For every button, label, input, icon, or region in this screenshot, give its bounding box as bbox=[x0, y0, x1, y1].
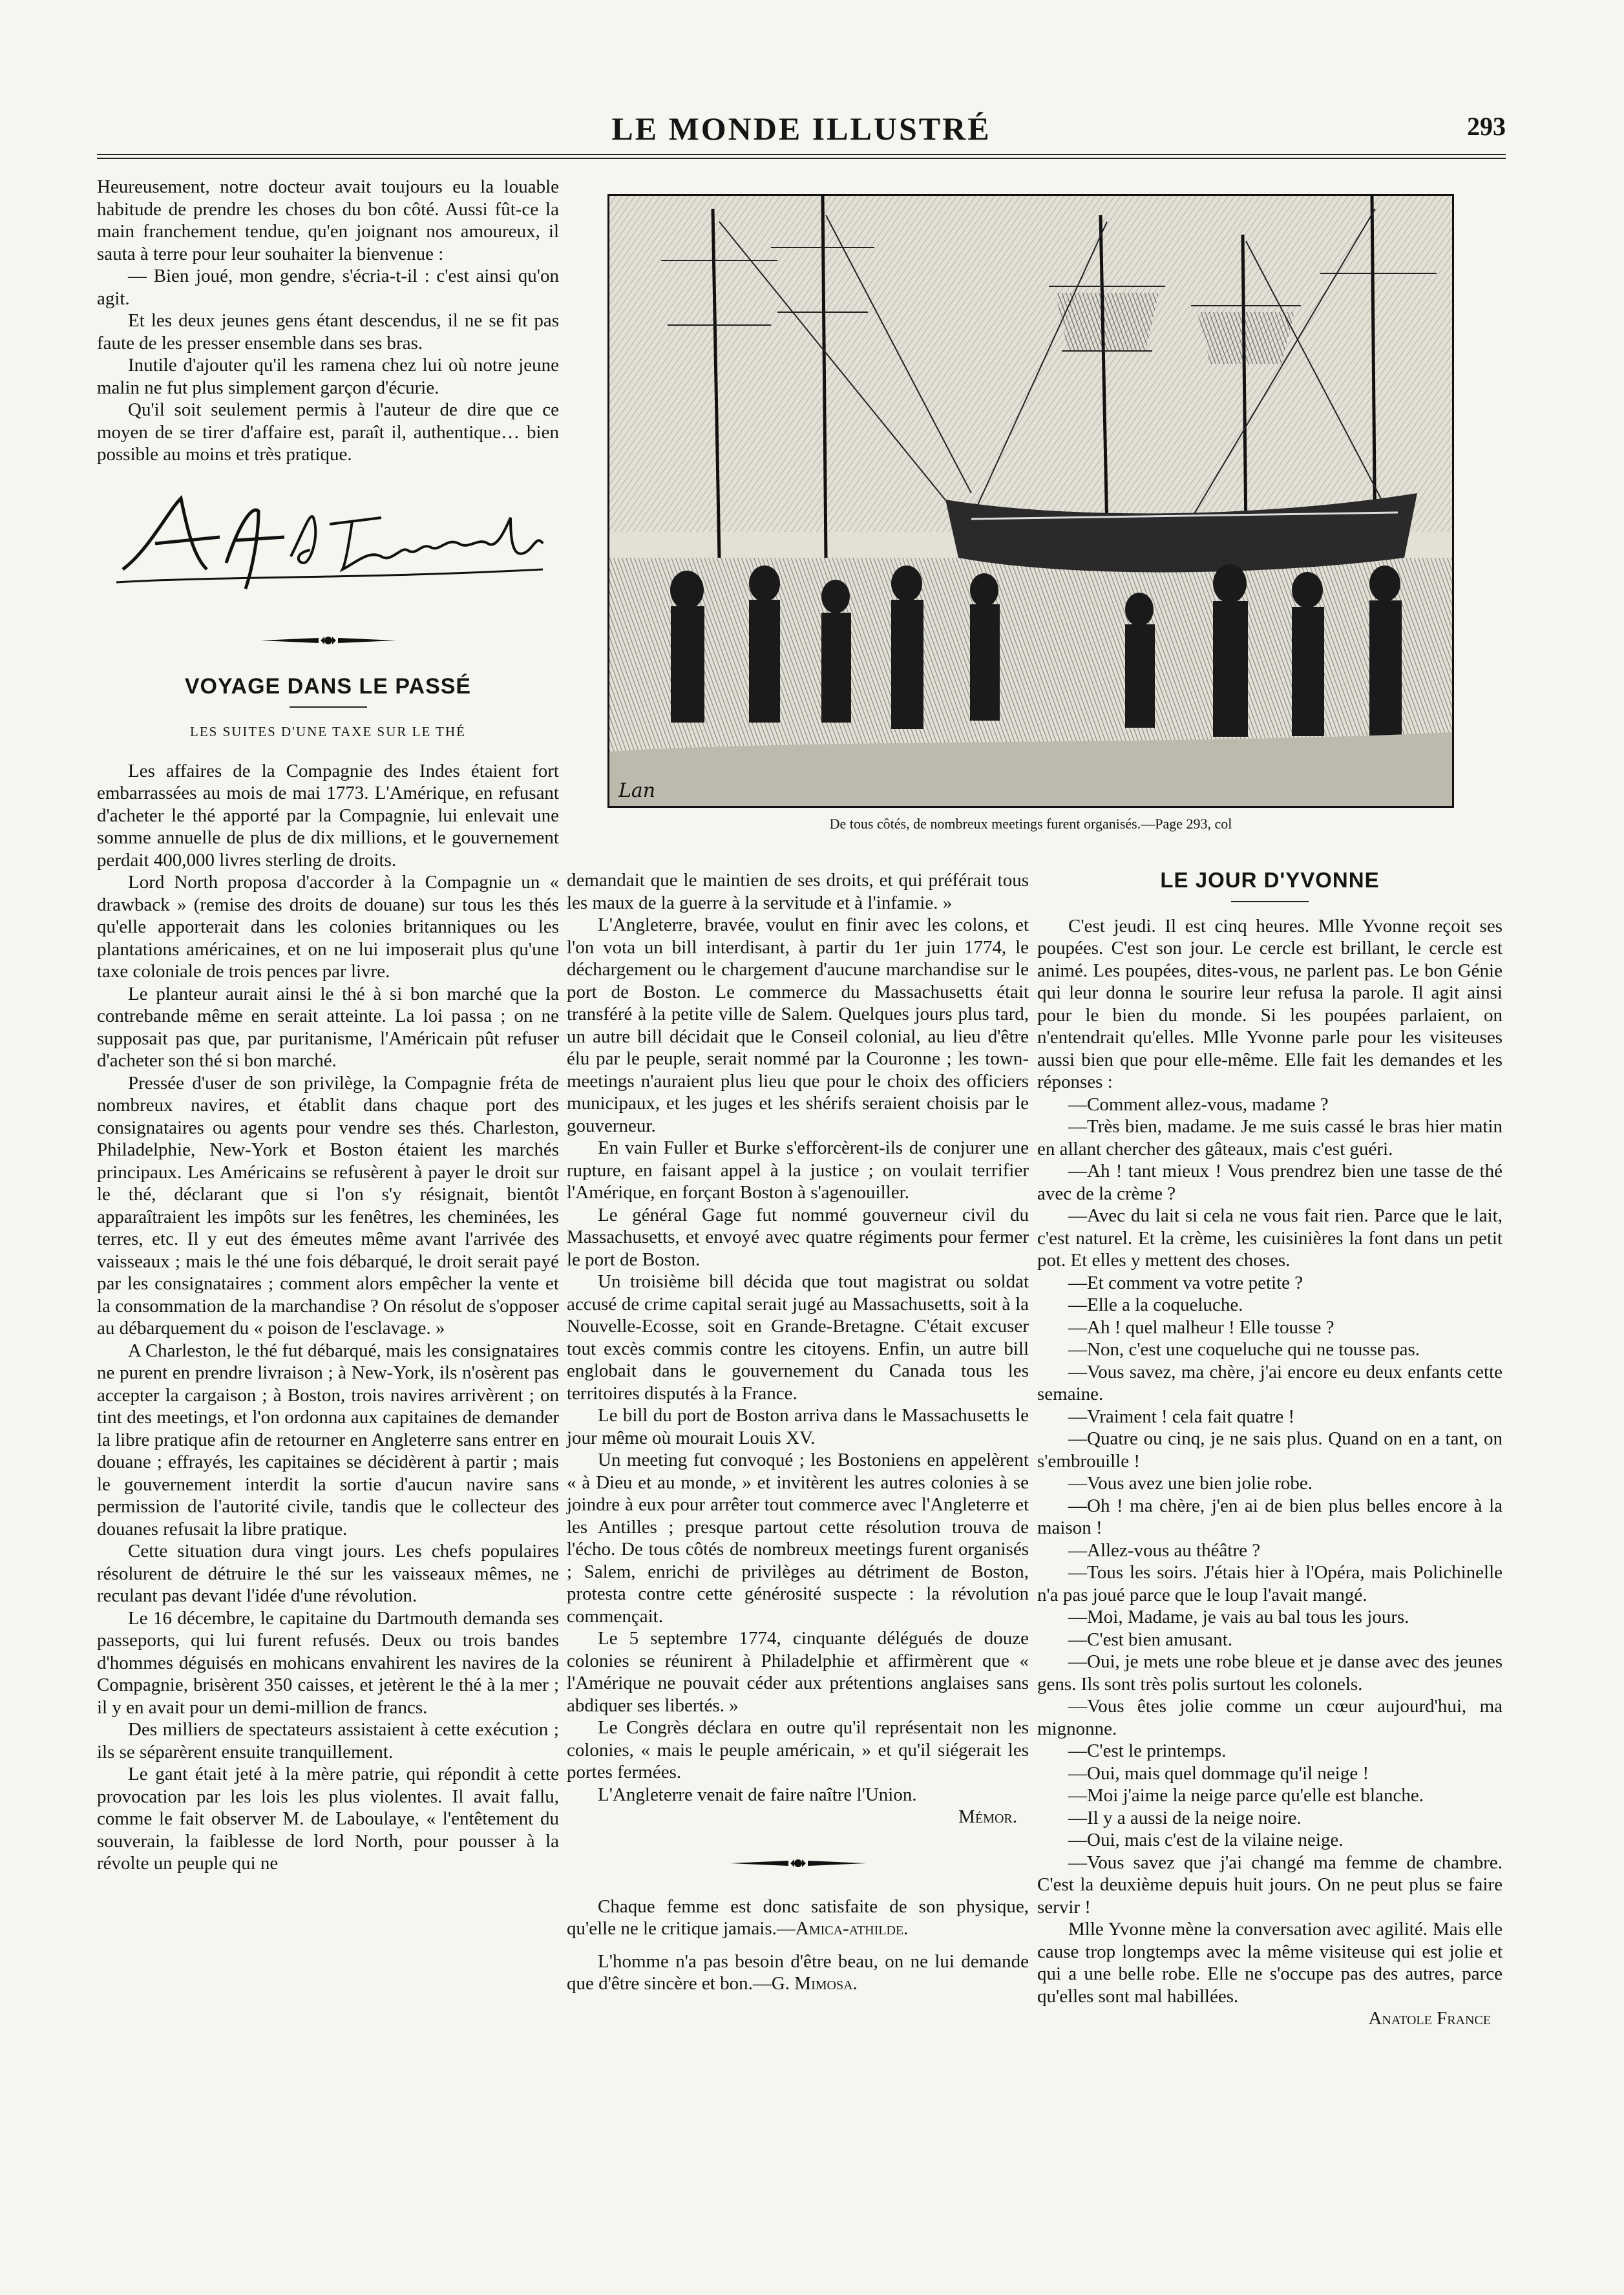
section-title: LE JOUR D'YVONNE bbox=[1160, 868, 1380, 892]
paragraph: Le général Gage fut nommé gouverneur civil du Massachusetts, et envoyé avec quatre régiments pour fermer le port de Boston. bbox=[567, 1204, 1029, 1270]
paragraph: Un troisième bill décida que tout magistrat ou soldat accusé de crime capital serait jugé au Massachusetts, soit à la Nouvelle-Ecosse, soit en Grande-Bretagne. C'était excuser tout excès commis contre les citoyens. Enfin, un autre bill englobait dans le gouvernement du Canada tous les territoires disputés à la France. bbox=[567, 1271, 1029, 1404]
dialogue-line: —Vous savez, ma chère, j'ai encore eu deux enfants cette semaine. bbox=[1037, 1361, 1503, 1404]
dialogue-line: —Oui, mais c'est de la vilaine neige. bbox=[1068, 1830, 1344, 1850]
masthead-rule-bottom bbox=[97, 158, 1506, 159]
paragraph: L'Angleterre venait de faire naître l'Union. bbox=[598, 1784, 917, 1805]
masthead bbox=[97, 110, 1506, 149]
dialogue-line: —Vous avez une bien jolie robe. bbox=[1068, 1473, 1313, 1494]
dialogue-line: —Vraiment ! cela fait quatre ! bbox=[1068, 1406, 1295, 1427]
paragraph: Pressée d'user de son privilège, la Compagnie fréta de nombreux navires, et établit dans chaque port des consignataires ou agents pour vendre ses thés. Charleston, Philadelphie, New-York et Boston étaient les marchés principaux. Les Américains se refusèrent à payer le droit sur le thé, déclarant que si l'on s'y résignait, bientôt apparaîtraient les impôts sur les fenêtres, les cheminées, les terres, etc. Il y eut des émeutes même avant l'arrivée des vaisseaux ; mais le thé une fois débarqué, le droit serait payé par les consignataires ; comment alors empêcher la vente et la consommation de la marchandise ? On résolut de s'opposer au débarquement du « poison de l'esclavage. » bbox=[97, 1072, 559, 1338]
dialogue-line: —Allez-vous au théâtre ? bbox=[1068, 1539, 1261, 1561]
paragraph: Mlle Yvonne mène la conversation avec agilité. Mais elle cause trop longtemps avec la même visiteuse qui est jolie et qui a une belle robe. Elle ne s'occupe pas des autres, parce qu'elles sont mal habillées. bbox=[1037, 1919, 1503, 2007]
paragraph: L'Angleterre, bravée, voulut en finir avec les colons, et l'on vota un bill interdisant, à partir du 1er juin 1774, le déchargement ou le chargement d'aucune marchandise sur le port de Boston. Le commerce du Massachusetts était transféré à la petite ville de Salem. Quelques jours plus tard, un autre bill décidait que le Conseil colonial, au lieu d'être élu par le peuple, serait nommé par la Couronne ; les town-meetings n'auraient plus lieu que pour le choix des officiers municipaux, et les juges et les shérifs seraient choisis par le gouverneur. bbox=[567, 915, 1029, 1136]
voyage-section bbox=[97, 675, 559, 1875]
section-ornament bbox=[257, 628, 399, 653]
dialogue-line: —C'est bien amusant. bbox=[1068, 1629, 1233, 1650]
dialogue-line: —Ah ! tant mieux ! Vous prendrez bien une tasse de thé avec de la crème ? bbox=[1037, 1161, 1503, 1204]
paragraph: C'est jeudi. Il est cinq heures. Mlle Yvonne reçoit ses poupées. C'est son jour. Le cercle est brillant, le cercle est animé. Les poupées, dites-vous, ne parlent pas. Le bon Génie qui leur donna le sourire leur refusa la parole. Il agit ainsi pour le bien du monde. Si les poupées parlaient, on n'entendrait qu'elles. Mlle Yvonne parle pour les visiteuses aussi bien que pour elle-même. Elle fait les demandes et les réponses : bbox=[1037, 915, 1503, 1092]
dialogue-line: —Oui, je mets une robe bleue et je danse avec des jeunes gens. Ils sont très polis surtout les colonels. bbox=[1037, 1651, 1503, 1695]
article-author: Mémor. bbox=[958, 1806, 1017, 1827]
paragraph: Le bill du port de Boston arriva dans le Massachusetts le jour même où mourait Louis XV. bbox=[567, 1405, 1029, 1448]
section-ornament bbox=[727, 1850, 869, 1876]
paragraph: En vain Fuller et Burke s'efforcèrent-ils de conjurer une rupture, en faisant appel à la justice ; on voulait terrifier l'Amérique, en forçant Boston à s'agenouiller. bbox=[567, 1137, 1029, 1203]
maxim-author: Amica-athilde. bbox=[795, 1918, 909, 1939]
dialogue-line: —Comment allez-vous, madame ? bbox=[1068, 1094, 1329, 1115]
column-right bbox=[1037, 869, 1503, 2030]
paragraph: Le Congrès déclara en outre qu'il représentait non les colonies, « mais le peuple américain, » et qu'il siégerait les portes fermées. bbox=[567, 1717, 1029, 1782]
maxim-quote: L'homme n'a pas besoin d'être beau, on ne lui demande que d'être sincère et bon. bbox=[567, 1951, 1029, 1994]
title-rule bbox=[290, 706, 367, 708]
dialogue-line: —Ah ! quel malheur ! Elle tousse ? bbox=[1068, 1317, 1334, 1338]
paragraph: — Bien joué, mon gendre, s'écria-t-il : c'est ainsi qu'on agit. bbox=[97, 266, 559, 309]
maxim-author: G. Mimosa. bbox=[771, 1973, 858, 1994]
paragraph: Heureusement, notre docteur avait toujours eu la louable habitude de prendre les choses du bon côté. Aussi fût-ce la main franchement tendue, qu'en joignant nos amoureux, il sauta à terre pour leur souhaiter la bienvenue : bbox=[97, 176, 559, 264]
dialogue-line: —Moi j'aime la neige parce qu'elle est blanche. bbox=[1068, 1785, 1424, 1806]
paragraph: Qu'il soit seulement permis à l'auteur de dire que ce moyen de se tirer d'affaire est, paraît il, authentique… bien possible au moins et très pratique. bbox=[97, 399, 559, 465]
dialogue-line: —Oui, mais quel dommage qu'il neige ! bbox=[1068, 1762, 1369, 1784]
paragraph: Le 5 septembre 1774, cinquante délégués de douze colonies se réunirent à Philadelphie et affirmèrent que « l'Amérique ne pouvait céder aux prétentions anglaises sans abdiquer ses libertés. » bbox=[567, 1628, 1029, 1716]
paragraph: Le gant était jeté à la mère patrie, qui répondit à cette provocation par les lois les plus violentes. Il avait fallu, comme le fait observer M. de Laboulaye, « l'entêtement du souverain, la faiblesse de lord North, pour pousser à la révolte un peuple qui ne bbox=[97, 1764, 559, 1874]
dialogue-line: —C'est le printemps. bbox=[1068, 1740, 1227, 1761]
maxim-text: L'homme n'a pas besoin d'être beau, on ne lui demande que d'être sincère et bon.—G. Mimosa. bbox=[567, 1951, 1029, 1994]
artist-mark: Lan bbox=[618, 779, 656, 802]
dialogue-line: —Moi, Madame, je vais au bal tous les jours. bbox=[1068, 1607, 1409, 1627]
column-middle bbox=[567, 869, 1029, 1995]
section-title: VOYAGE DANS LE PASSÉ bbox=[184, 673, 472, 699]
illustration-caption: De tous côtés, de nombreux meetings furent organisés.—Page 293, col bbox=[829, 816, 1232, 832]
column-left bbox=[97, 176, 559, 1875]
paragraph: Le planteur aurait ainsi le thé à si bon marché que la contrebande même en serait atteinte. La loi passa ; on ne supposait pas que, par puritanisme, l'Américain pût refuser d'acheter son thé si bon marché. bbox=[97, 983, 559, 1071]
story-ending bbox=[97, 176, 559, 466]
dialogue-line: —Vous êtes jolie comme un cœur aujourd'hui, ma mignonne. bbox=[1037, 1696, 1503, 1739]
page-number: 293 bbox=[1467, 112, 1506, 141]
paragraph: Lord North proposa d'accorder à la Compagnie un « drawback » (remise des droits de douane) sur tous les thés qu'elle apporterait dans les colonies britanniques ou les plantations américaines, et on ne lui imposerait plus qu'une taxe coloniale de trois pences par livre. bbox=[97, 872, 559, 982]
paragraph: Les affaires de la Compagnie des Indes étaient fort embarrassées au mois de mai 1773. L'Amérique, en refusant d'acheter le thé apporté par la Compagnie, lui enlevait une somme annuelle de plus de dix millions, et le gouvernement perdait 400,000 livres sterling de droits. bbox=[97, 760, 559, 871]
maxim-text: Chaque femme est donc satisfaite de son physique, qu'elle ne le critique jamais.—Amica-athilde. bbox=[567, 1896, 1029, 1939]
dialogue-line: —Avec du lait si cela ne vous fait rien. Parce que le lait, c'est naturel. Et la crème, les cuisinières la font dans un petit pot. Et elles y mettent des choses. bbox=[1037, 1205, 1503, 1271]
paragraph: Des milliers de spectateurs assistaient à cette exécution ; ils se séparèrent ensuite tranquillement. bbox=[97, 1719, 559, 1762]
paragraph: Et les deux jeunes gens étant descendus, il ne se fit pas faute de les presser ensemble dans ses bras. bbox=[97, 310, 559, 354]
dialogue-line: —Il y a aussi de la neige noire. bbox=[1068, 1807, 1302, 1828]
paragraph: Un meeting fut convoqué ; les Bostoniens en appelèrent « à Dieu et au monde, » et invitèrent les autres colonies à se joindre à eux pour arrêter tout commerce avec l'Angleterre et les Antilles ; presque partout cette résolution trouva de l'écho. De tous côtés de nombreux meetings furent organisés ; Salem, enrichi de privilèges au détriment de Boston, protesta contre cette générosité suspecte : la révolution commençait. bbox=[567, 1450, 1029, 1627]
dialogue-line: —Et comment va votre petite ? bbox=[1068, 1272, 1303, 1293]
title-rule bbox=[1231, 901, 1309, 902]
paragraph: Inutile d'ajouter qu'il les ramena chez lui où notre jeune malin ne fut plus simplement garçon d'écurie. bbox=[97, 355, 559, 398]
engraving-illustration bbox=[607, 194, 1454, 808]
paragraph: Cette situation dura vingt jours. Les chefs populaires résolurent de détruire le thé sur les vaisseaux mêmes, ne reculant pas devant l'idée d'une révolution. bbox=[97, 1541, 559, 1606]
section-subtitle: LES SUITES D'UNE TAXE SUR LE THÉ bbox=[190, 724, 466, 739]
dialogue-line: —Tous les soirs. J'étais hier à l'Opéra, mais Polichinelle n'a pas joué parce que le loup l'avait mangé. bbox=[1037, 1562, 1503, 1605]
maxim-quote: Chaque femme est donc satisfaite de son physique, qu'elle ne le critique jamais. bbox=[567, 1896, 1029, 1939]
newspaper-title: LE MONDE ILLUSTRÉ bbox=[611, 111, 991, 147]
dialogue-line: —Non, c'est une coqueluche qui ne tousse pas. bbox=[1068, 1339, 1420, 1360]
paragraph: Le 16 décembre, le capitaine du Dartmouth demanda ses passeports, qui lui furent refusés. Deux ou trois bandes d'hommes déguisés en mohicans envahirent les navires de la Compagnie, brisèrent 350 caisses, et jetèrent le thé à la mer ; il y en avait pour un demi-million de francs. bbox=[97, 1607, 559, 1718]
author-signature-image bbox=[97, 472, 559, 602]
dialogue-line: —Quatre ou cinq, je ne sais plus. Quand on en a tant, on s'embrouille ! bbox=[1037, 1428, 1503, 1472]
paragraph: A Charleston, le thé fut débarqué, mais les consignataires ne purent en prendre livraison ; à New-York, ils n'osèrent pas accepter la cargaison ; à Boston, trois navires arrivèrent ; on tint des meetings, et l'on ordonna aux capitaines de demander la libre pratique afin de retourner en Angleterre sans entrer en douane ; effrayés, les capitaines se décidèrent à partir ; mais le gouvernement interdit la sortie d'aucun navire sans permission de l'autorité civile, tandis que le collecteur des douanes refusait la libre pratique. bbox=[97, 1340, 560, 1539]
dialogue-line: —Oh ! ma chère, j'en ai de bien plus belles encore à la maison ! bbox=[1037, 1495, 1503, 1538]
article-author: Anatole France bbox=[1368, 2008, 1491, 2029]
dialogue-line: —Vous savez que j'ai changé ma femme de chambre. C'est la deuxième depuis huit jours. On ne peut plus se faire servir ! bbox=[1037, 1852, 1503, 1918]
dialogue-line: —Très bien, madame. Je me suis cassé le bras hier matin en allant chercher des gâteaux, mais c'est guéri. bbox=[1037, 1116, 1503, 1159]
masthead-rule-top bbox=[97, 154, 1506, 155]
dialogue-line: —Elle a la coqueluche. bbox=[1068, 1295, 1243, 1315]
boston-harbour-scene bbox=[609, 196, 1452, 806]
paragraph: demandait que le maintien de ses droits, et qui préférait tous les maux de la guerre à la servitude et à l'infamie. » bbox=[567, 870, 1029, 913]
